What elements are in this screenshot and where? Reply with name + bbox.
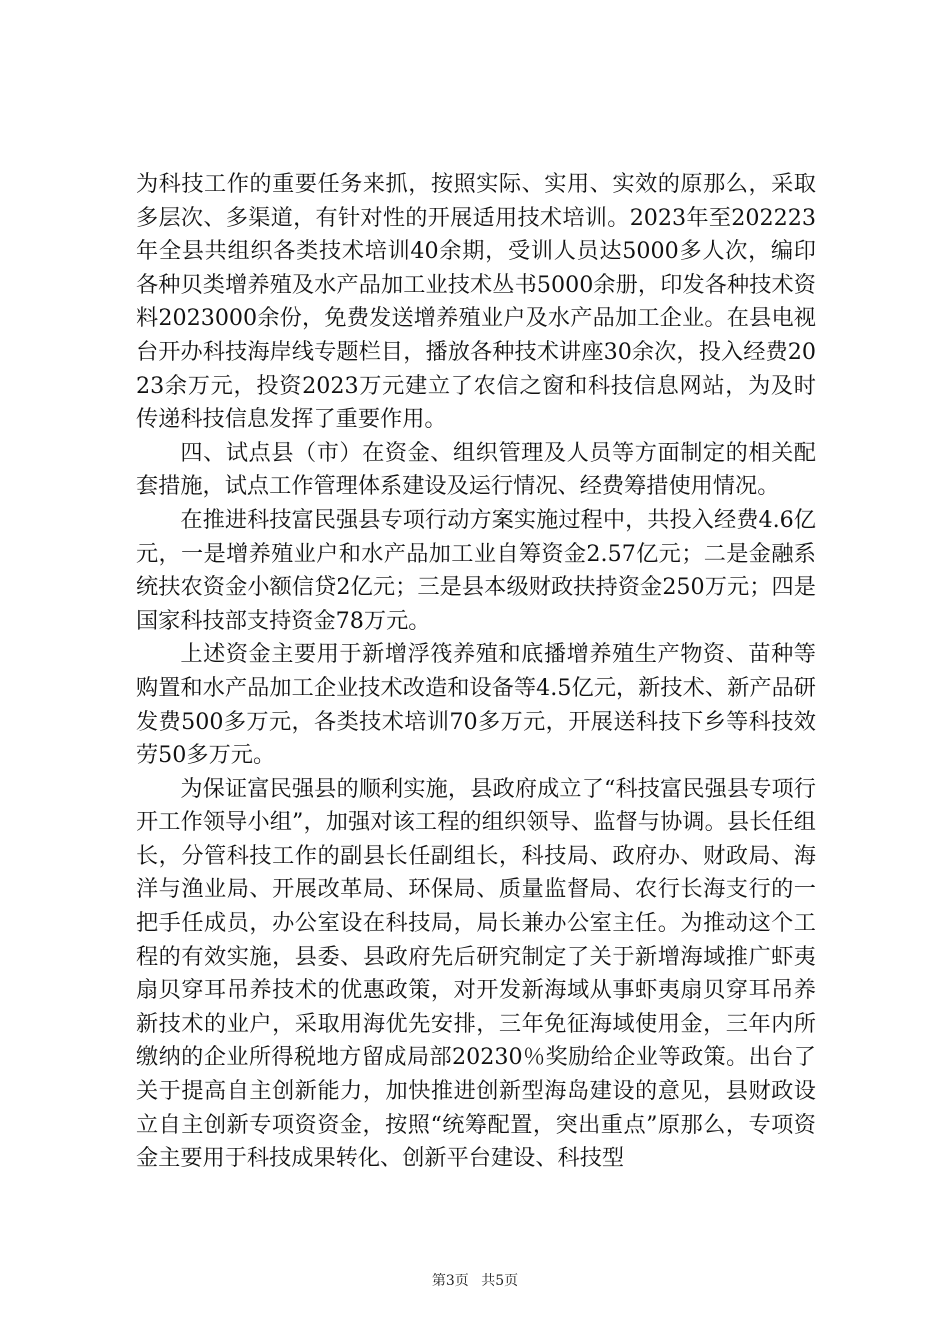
paragraph-3: 在推进科技富民强县专项行动方案实施过程中，共投入经费4.6亿元，一是增养殖业户和水产品加工业自筹资金2.57亿元；二是金融系统扶农资金小额信贷2亿元；三是县本级财政扶持资金250万元；四是国家科技部支持资金78万元。 — [136, 506, 816, 634]
page-number-total: 共5页 — [481, 1273, 519, 1289]
paragraph-5: 为保证富民强县的顺利实施，县政府成立了“科技富民强县专项行开工作领导小组”，加强对该工程的组织领导、监督与协调。县长任组长，分管科技工作的副县长任副组长，科技局、政府办、财政局、海洋与渔业局、开展改革局、环保局、质量监督局、农行长海支行的一把手任成员，办公室设在科技局，局长兼办公室主任。为推动这个工程的有效实施，县委、县政府先后研究制定了关于新增海域推广虾夷扇贝穿耳吊养技术的优惠政策，对开发新海域从事虾夷扇贝穿耳吊养新技术的业户，采取用海优先安排，三年免征海域使用金，三年内所缴纳的企业所得税地方留成局部20230％奖励给企业等政策。出台了关于提高自主创新能力，加快推进创新型海岛建设的意见，县财政设立自主创新专项资资金，按照“统筹配置，突出重点”原那么，专项资金主要用于科技成果转化、创新平台建设、科技型 — [136, 775, 816, 1172]
paragraph-2: 四、试点县（市）在资金、组织管理及人员等方面制定的相关配套措施，试点工作管理体系建设及运行情况、经费筹措使用情况。 — [136, 439, 816, 500]
page-number-current: 第3页 — [431, 1273, 469, 1289]
document-body — [136, 168, 816, 1176]
paragraph-4: 上述资金主要用于新增浮筏养殖和底播增养殖生产物资、苗种等购置和水产品加工企业技术改造和设备等4.5亿元，新技术、新产品研发费500多万元，各类技术培训70多万元，开展送科技下乡等科技效劳50多万元。 — [136, 641, 816, 769]
page-footer — [0, 1270, 950, 1290]
paragraph-1: 为科技工作的重要任务来抓，按照实际、实用、实效的原那么，采取多层次、多渠道，有针对性的开展适用技术培训。2023年至202223年全县共组织各类技术培训40余期，受训人员达5000多人次，编印各种贝类增养殖及水产品加工业技术丛书5000余册，印发各种技术资料2023000余份，免费发送增养殖业户及水产品加工企业。在县电视台开办科技海岸线专题栏目，播放各种技术讲座30余次，投入经费2023余万元，投资2023万元建立了农信之窗和科技信息网站，为及时传递科技信息发挥了重要作用。 — [136, 171, 816, 433]
